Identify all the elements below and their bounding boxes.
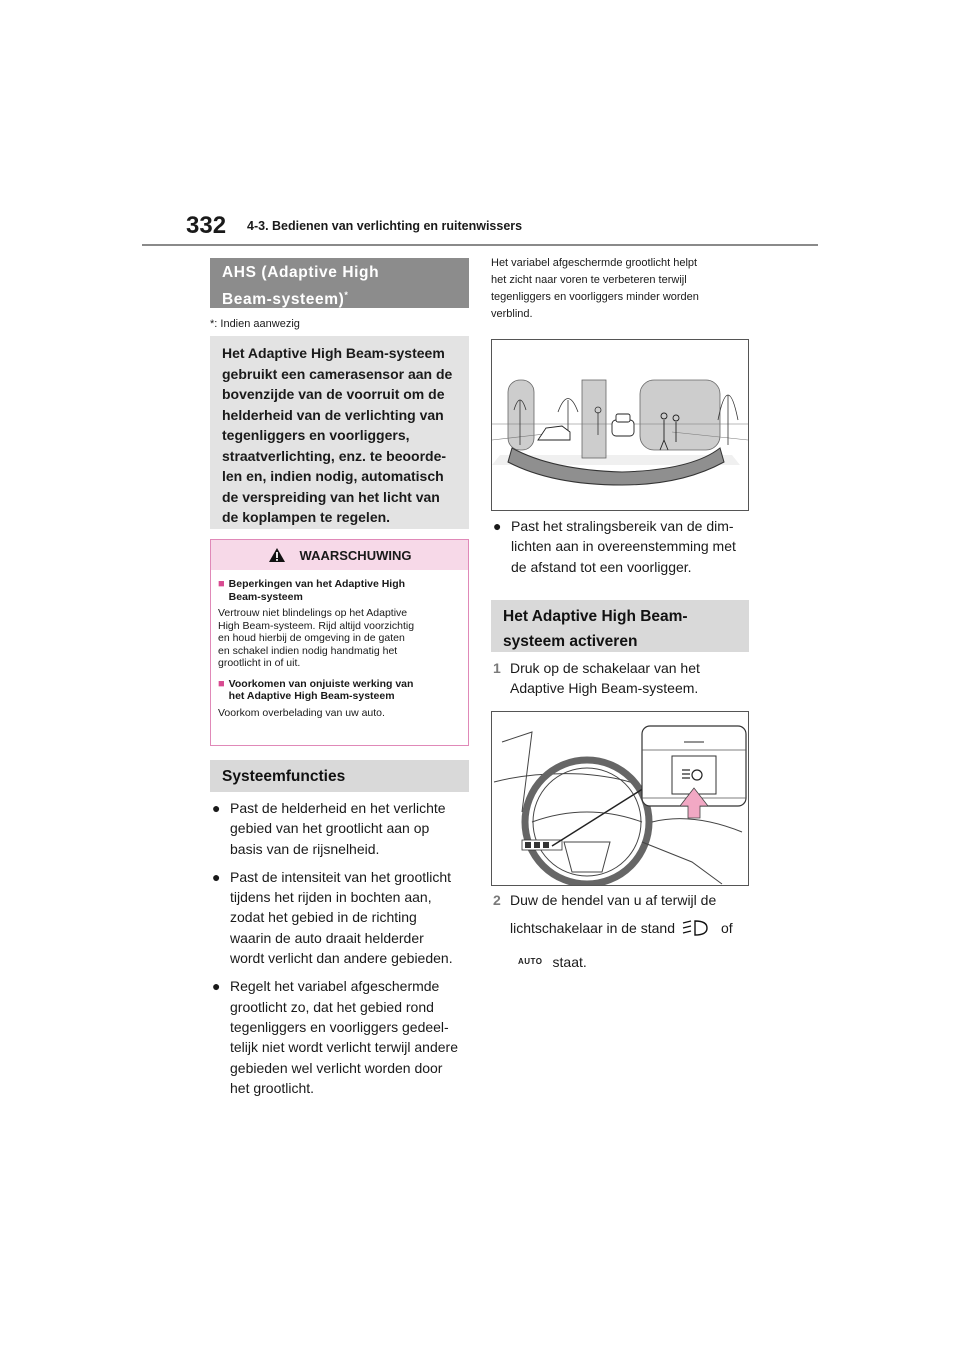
list-item-line: gebieden wel verlicht worden door	[230, 1059, 443, 1076]
headlight-illustration	[491, 339, 749, 511]
list-item-line: Regelt het variabel afgeschermde	[230, 978, 440, 995]
square-bullet-icon: ■	[218, 677, 225, 690]
step-line: staat.	[552, 954, 587, 970]
warning-text-line: grootlicht in of uit.	[218, 657, 301, 669]
paragraph-line: het zicht naar voren te verbeteren terwijl	[491, 274, 687, 286]
footnote-available: *: Indien aanwezig	[210, 318, 300, 330]
list-item-line: tegenliggers en voorliggers gedeel-	[230, 1018, 449, 1035]
warning-subheading-line: Voorkomen van onjuiste werking van	[228, 677, 414, 690]
list-item-line: zodat het gebied in de richting	[230, 909, 417, 926]
step-number: 1	[493, 660, 501, 676]
step-line: Adaptive High Beam-systeem.	[510, 680, 699, 697]
paragraph-line: Het variabel afgeschermde grootlicht helpt	[491, 257, 698, 269]
warning-body	[211, 570, 468, 732]
intro-line: gebruikt een camerasensor aan de	[222, 365, 453, 382]
dashboard-switch-image	[492, 712, 748, 885]
intro-box	[210, 336, 469, 529]
list-item	[212, 976, 470, 1098]
intro-line: len en, indien nodig, automatisch	[222, 468, 444, 484]
paragraph-line: verblind.	[491, 308, 533, 320]
warning-header	[211, 540, 468, 570]
section-title-line: Het Adaptive High Beam-	[503, 608, 688, 625]
page-number: 332	[186, 212, 227, 239]
intro-line: de koplampen te regelen.	[222, 509, 391, 525]
footnote-marker: *	[344, 290, 349, 300]
step-number: 2	[493, 892, 501, 908]
list-item-line: waarin de auto draait helderder	[230, 929, 424, 946]
list-item-line: basis van de rijsnelheid.	[230, 840, 380, 857]
list-item-line: telijk niet wordt verlicht terwijl andere	[230, 1039, 458, 1056]
list-item	[212, 867, 470, 968]
section-title-activate	[491, 600, 749, 652]
list-item-line: Past het stralingsbereik van de dim-	[511, 518, 734, 534]
section-title-line2: Beam-systeem)	[222, 291, 345, 309]
step-line: of	[721, 920, 733, 936]
warning-text-line: High Beam-systeem. Rijd altijd voorzichtig	[218, 619, 415, 632]
paragraph-line: tegenliggers en voorliggers minder worden	[491, 291, 699, 303]
road-scene-image	[492, 340, 748, 510]
intro-line: helderheid van de verlichting van	[222, 406, 444, 423]
section-title-line1: AHS (Adaptive High	[222, 264, 380, 281]
functions-list	[212, 798, 470, 1098]
warning-box	[210, 539, 469, 746]
list-item-line: Past de helderheid en het verlichte	[230, 800, 446, 816]
warning-triangle-icon	[268, 547, 286, 563]
square-bullet-icon: ■	[218, 578, 225, 590]
warning-subheading	[218, 578, 461, 603]
list-item-line: wordt verlicht dan andere gebieden.	[230, 950, 453, 967]
bullet-icon: ●	[212, 800, 221, 816]
warning-subheading-line: het Adaptive High Beam-systeem	[228, 690, 395, 702]
section-title-functions: Systeemfuncties	[210, 760, 469, 792]
step-2-line3	[518, 952, 587, 972]
list-item-line: gebied van het grootlicht aan op	[230, 820, 430, 837]
chapter-title: 4-3. Bedienen van verlichting en ruitenwissers	[247, 219, 523, 233]
warning-subheading-line: Beperkingen van het Adaptive High	[228, 578, 406, 590]
warning-title: WAARSCHUWING	[299, 547, 412, 563]
intro-line: bovenzijde van de voorruit om de	[222, 386, 445, 402]
warning-subheading	[218, 678, 461, 703]
list-item-line: de afstand tot een voorligger.	[511, 558, 692, 575]
step-2-line2	[510, 918, 755, 938]
warning-text-line: Voorkom overbelading van uw auto.	[218, 706, 385, 719]
bullet-icon: ●	[212, 868, 221, 885]
warning-text-line: en schakel indien nodig handmatig het	[218, 644, 398, 657]
warning-subheading-line: Beam-systeem	[228, 590, 303, 603]
intro-line: Het Adaptive High Beam-systeem	[222, 345, 445, 361]
list-item-line: het grootlicht.	[230, 1079, 315, 1096]
dashboard-illustration	[491, 711, 749, 886]
list-item-line: tijdens het rijden in bochten aan,	[230, 889, 432, 906]
step-1	[493, 658, 751, 699]
right-list-item	[493, 516, 751, 577]
section-title-line: systeem activeren	[503, 633, 638, 650]
bullet-icon: ●	[493, 518, 502, 534]
step-2	[493, 890, 753, 910]
section-title-ahs	[210, 258, 469, 308]
list-item-line: Past de intensiteit van het grootlicht	[230, 868, 452, 885]
step-line: lichtschakelaar in de stand	[510, 920, 675, 936]
intro-line: straatverlichting, enz. te beoorde-	[222, 447, 447, 464]
list-item-line: lichten aan in overeenstemming met	[511, 538, 736, 555]
intro-line: tegenliggers en voorliggers,	[222, 427, 410, 443]
warning-text-line: Vertrouw niet blindelings op het Adaptive	[218, 607, 408, 619]
intro-line: de verspreiding van het licht van	[222, 488, 440, 505]
list-item	[212, 798, 470, 859]
bullet-icon: ●	[212, 978, 221, 995]
step-line: Duw de hendel van u af terwijl de	[510, 892, 717, 908]
step-line: Druk op de schakelaar van het	[510, 660, 700, 676]
intro-paragraph	[491, 255, 751, 323]
warning-text	[218, 607, 461, 670]
header-rule	[142, 244, 818, 246]
list-item-line: grootlicht zo, dat het gebied rond	[230, 998, 434, 1015]
warning-text-line: en houd hierbij de omgeving in de gaten	[218, 632, 405, 644]
warning-text	[218, 707, 461, 720]
auto-label: AUTO	[518, 957, 543, 966]
low-beam-headlight-icon	[681, 918, 715, 938]
